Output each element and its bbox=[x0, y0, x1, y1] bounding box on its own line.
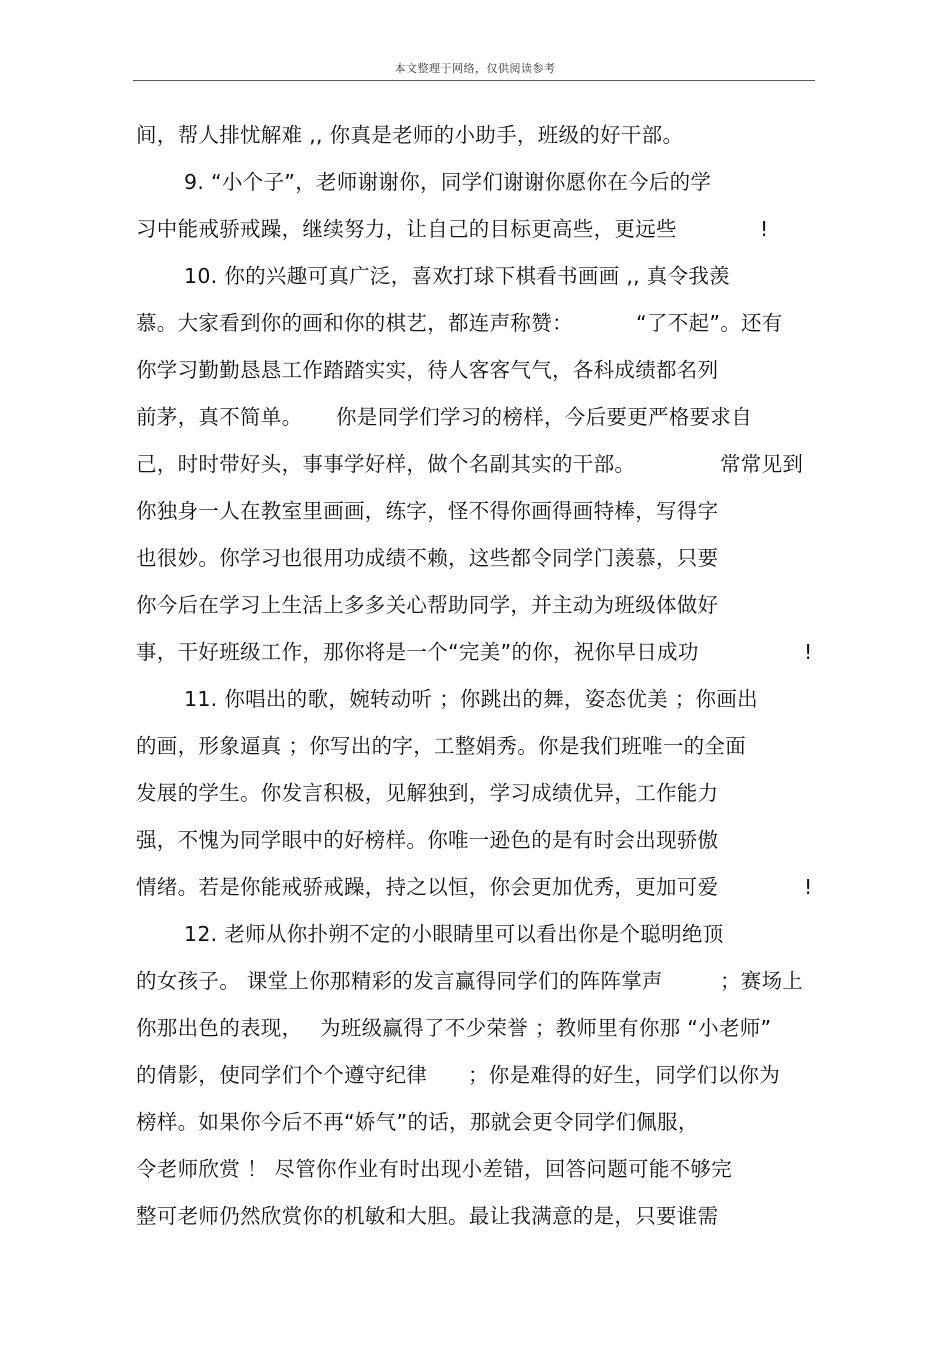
text-line-content: 令老师欣赏 ！ 尽管你作业有时出现小差错，回答问题可能不够完 bbox=[136, 1157, 733, 1181]
text-line bbox=[136, 723, 812, 770]
text-line-content: 12. 老师从你扑朔不定的小眼睛里可以看出你是个聪明绝顶 bbox=[184, 922, 724, 946]
text-line-content: 事，干好班级工作，那你将是一个“完美”的你，祝你早日成功 bbox=[136, 640, 699, 664]
text-line-content: 整可老师仍然欣赏你的机敏和大胆。最让我满意的是，只要谁需 bbox=[136, 1204, 719, 1228]
text-line bbox=[136, 817, 812, 864]
text-line-content: 的画，形象逼真 ；你写出的字，工整娟秀。你是我们班唯一的全面 bbox=[136, 734, 747, 758]
header-divider bbox=[133, 80, 815, 81]
text-line-content: 9. “小个子”，老师谢谢你，同学们谢谢你愿你在今后的学 bbox=[184, 170, 712, 194]
text-line-content: 慕。大家看到你的画和你的棋艺，都连声称赞： bbox=[136, 311, 573, 335]
text-line bbox=[136, 206, 812, 253]
page-header-text: 本文整理于网络，仅供阅读参考 bbox=[394, 62, 556, 75]
text-line bbox=[136, 958, 812, 1005]
text-line bbox=[136, 629, 812, 676]
text-line-tail: “了不起”。还有 bbox=[636, 311, 783, 335]
text-line bbox=[136, 1193, 812, 1240]
text-line bbox=[136, 535, 812, 582]
text-line-tail: ；你是难得的好生，同学们以你为 bbox=[468, 1063, 780, 1087]
text-line bbox=[136, 488, 812, 535]
text-line-tail: ! bbox=[804, 875, 813, 899]
text-line bbox=[136, 676, 812, 723]
text-line-content: 你那出色的表现， bbox=[136, 1016, 303, 1040]
text-line bbox=[136, 911, 812, 958]
text-line bbox=[136, 582, 812, 629]
text-line-content: 强，不愧为同学眼中的好榜样。你唯一逊色的是有时会出现骄傲 bbox=[136, 828, 719, 852]
body-text bbox=[136, 112, 812, 1240]
text-line bbox=[136, 159, 812, 206]
text-line bbox=[136, 112, 812, 159]
text-line-content: 前茅，真不简单。 bbox=[136, 405, 303, 429]
text-line-content: 的女孩子。 课堂上你那精彩的发言赢得同学们的阵阵掌声 bbox=[136, 969, 663, 993]
text-line-tail: ；赛场上 bbox=[720, 969, 804, 993]
text-line-content: 你独身一人在教室里画画，练字，怪不得你画得画特棒，写得字 bbox=[136, 499, 719, 523]
text-line-content: 也很妙。你学习也很用功成绩不赖，这些都令同学门羡慕，只要 bbox=[136, 546, 719, 570]
text-line-content: 榜样。如果你今后不再“娇气”的话，那就会更令同学们佩服， bbox=[136, 1110, 699, 1134]
text-line-content: 10. 你的兴趣可真广泛，喜欢打球下棋看书画画 ,, 真令我羡 bbox=[184, 264, 730, 288]
text-line-content: 你学习勤勤恳恳工作踏踏实实，待人客客气气，各科成绩都名列 bbox=[136, 358, 719, 382]
text-line-content: 的倩影，使同学们个个遵守纪律 bbox=[136, 1063, 428, 1087]
text-line bbox=[136, 253, 812, 300]
text-line-content: 发展的学生。你发言积极，见解独到，学习成绩优异，工作能力 bbox=[136, 781, 719, 805]
text-line-tail: 常常见到 bbox=[720, 452, 804, 476]
text-line bbox=[136, 441, 812, 488]
text-line bbox=[136, 1005, 812, 1052]
text-line bbox=[136, 1052, 812, 1099]
text-line bbox=[136, 300, 812, 347]
text-line bbox=[136, 1146, 812, 1193]
text-line-content: 己，时时带好头，事事学好样，做个名副其实的干部。 bbox=[136, 452, 636, 476]
text-line bbox=[136, 347, 812, 394]
text-line-content: 情绪。若是你能戒骄戒躁，持之以恒，你会更加优秀，更加可爱 bbox=[136, 875, 719, 899]
text-line-tail: ! bbox=[760, 217, 769, 241]
text-line-content: 间，帮人排忧解难 ,, 你真是老师的小助手，班级的好干部。 bbox=[136, 123, 684, 147]
text-line-content: 习中能戒骄戒躁，继续努力，让自己的目标更高些，更远些 bbox=[136, 217, 677, 241]
text-line bbox=[136, 1099, 812, 1146]
text-line bbox=[136, 770, 812, 817]
text-line-tail: 你是同学们学习的榜样，今后要更严格要求自 bbox=[336, 405, 752, 429]
text-line-tail: 为班级赢得了不少荣誉 ；教师里有你那 “小老师” bbox=[320, 1016, 772, 1040]
text-line-content: 11. 你唱出的歌，婉转动听 ；你跳出的舞，姿态优美 ；你画出 bbox=[184, 687, 758, 711]
text-line-content: 你今后在学习上生活上多多关心帮助同学，并主动为班级体做好 bbox=[136, 593, 719, 617]
text-line bbox=[136, 394, 812, 441]
text-line bbox=[136, 864, 812, 911]
text-line-tail: ! bbox=[804, 640, 813, 664]
